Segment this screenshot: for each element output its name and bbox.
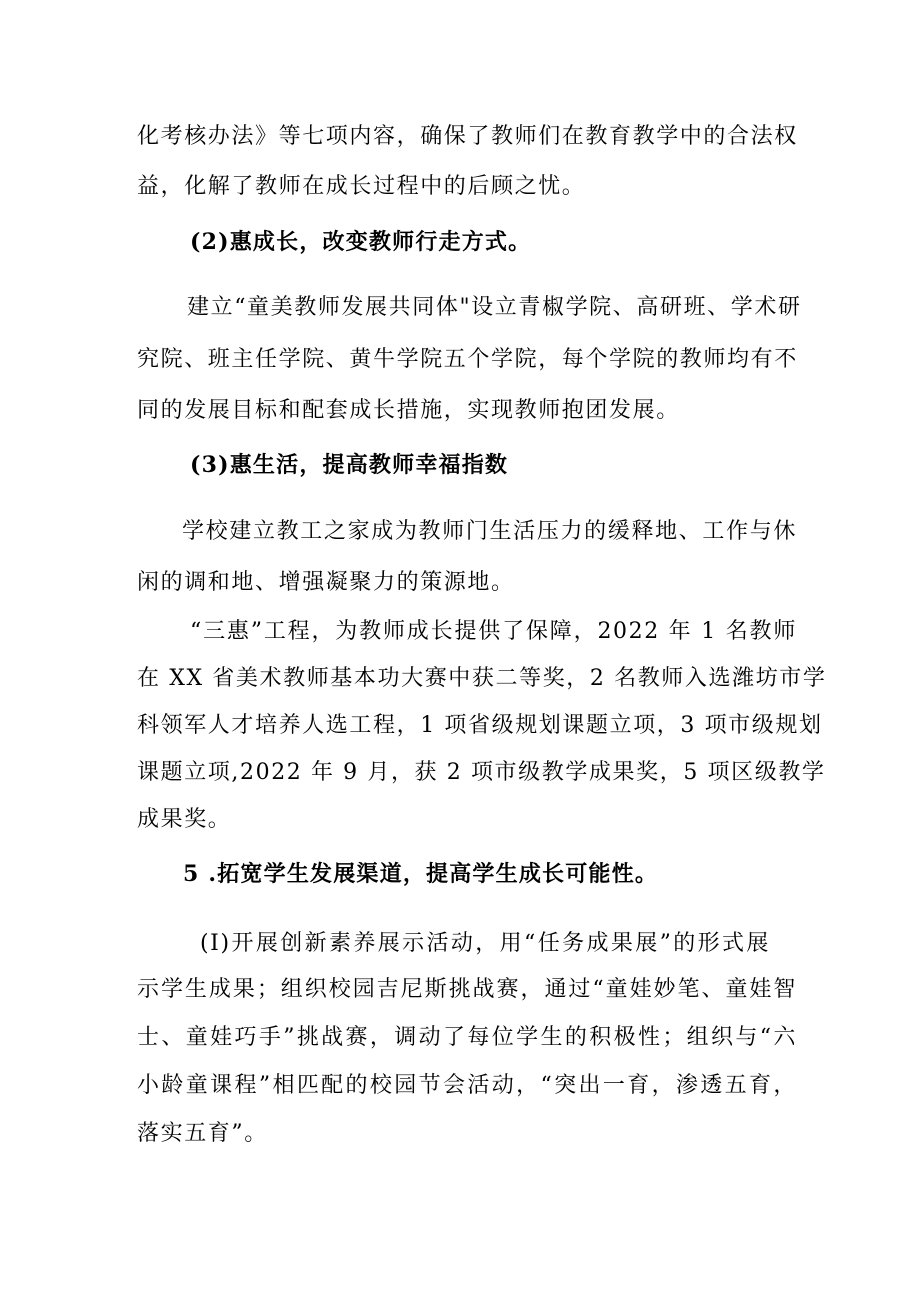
paragraph-line: 建立“童美教师发展共同体"设立青椒学院、高研班、学术研 — [187, 295, 802, 320]
paragraph-line: 学校建立教工之家成为教师门生活压力的缓释地、工作与休 — [182, 519, 797, 544]
paragraph-line: 科领军人才培养人选工程，1 项省级规划课题立项，3 项市级规划 — [137, 713, 823, 738]
paragraph-line: 闲的调和地、增强凝聚力的策源地。 — [137, 570, 515, 595]
paragraph-line: 成果奖。 — [137, 807, 232, 832]
paragraph-line: (I)开展创新素养展示活动，用“任务成果展”的形式展 — [200, 931, 770, 956]
section-heading-5: 5 .拓宽学生发展渠道，提高学生成长可能性。 — [183, 861, 659, 887]
paragraph-line: 示学生成果；组织校园吉尼斯挑战赛，通过“童娃妙笔、童娃智 — [137, 977, 797, 1002]
paragraph-line: 化考核办法》等七项内容，确保了教师们在教育教学中的合法权 — [137, 124, 798, 149]
paragraph-line: 士、童娃巧手”挑战赛，调动了每位学生的积极性；组织与“六 — [137, 1025, 797, 1050]
paragraph-line: “三惠”工程，为教师成长提供了保障，2022 年 1 名教师 — [190, 619, 797, 644]
section-heading-3: (3)惠生活，提高教师幸福指数 — [190, 452, 509, 478]
section-heading-2: (2)惠成长，改变教师行走方式。 — [190, 229, 532, 255]
paragraph-line: 益，化解了教师在成长过程中的后顾之忧。 — [137, 174, 586, 199]
paragraph-line: 落实五育”。 — [137, 1121, 268, 1146]
paragraph-line: 小龄童课程”相匹配的校园节会活动，“突出一育，渗透五育， — [137, 1073, 797, 1098]
paragraph-line: 究院、班主任学院、黄牛学院五个学院，每个学院的教师均有不 — [137, 347, 798, 372]
paragraph-line: 课题立项,2022 年 9 月，获 2 项市级教学成果奖，5 项区级教学 — [137, 760, 826, 785]
paragraph-line: 同的发展目标和配套成长措施，实现教师抱团发展。 — [137, 398, 680, 423]
paragraph-line: 在 XX 省美术教师基本功大赛中获二等奖，2 名教师入选潍坊市学 — [137, 666, 827, 691]
